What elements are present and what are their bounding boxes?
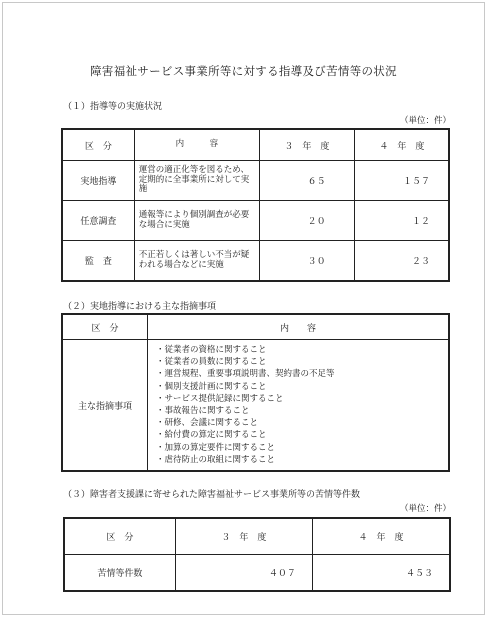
list-item: ・従業者の資格に関すること (156, 344, 267, 355)
list-item: ・従業者の員数に関すること (156, 357, 267, 368)
list-item: ・虐待防止の取組に関すること (156, 454, 276, 465)
row-kubun: 実地指導 (62, 161, 134, 201)
header-kubun: 区 分 (62, 314, 148, 340)
row-naiyo: 運営の適正化等を図るため、定期的に全事業所に対して実施 (134, 161, 259, 201)
row-fy4-value: ２３ (354, 241, 449, 282)
section1-unit: （単位：件） (399, 116, 451, 126)
header-fy3: ３ 年 度 (175, 518, 312, 555)
table-row (64, 555, 450, 592)
header-naiyo: 内 容 (148, 314, 450, 340)
section3-unit: （単位：件） (399, 504, 451, 514)
row-kubun: 苦情等件数 (64, 555, 175, 592)
header-naiyo: 内 容 (134, 129, 259, 161)
complaints-table (63, 517, 451, 592)
list-item: ・個別支援計画に関すること (156, 381, 267, 392)
header-fy4: ４ 年 度 (354, 129, 449, 161)
row-fy3-value: ３０ (260, 241, 355, 282)
row-kubun: 監 査 (62, 241, 134, 282)
list-item: ・加算の算定要件に関すること (156, 442, 276, 453)
row-fy3-value: ６５ (260, 161, 355, 201)
row-fy4-value: １５７ (354, 161, 449, 201)
findings-list (156, 344, 440, 466)
row-kubun: 主な指摘事項 (62, 340, 148, 472)
table-row (62, 161, 449, 201)
document-title: 障害福祉サービス事業所等に対する指導及び苦情等の状況 (90, 64, 397, 78)
findings-cell (148, 340, 450, 472)
section1-heading: （１）指導等の実施状況 (63, 102, 163, 112)
row-fy4-value: １２ (354, 201, 449, 241)
row-fy3-value: ２０ (260, 201, 355, 241)
inspection-status-table (61, 128, 450, 282)
table-row (62, 241, 449, 282)
row-kubun: 任意調査 (62, 201, 134, 241)
guidance-findings-table (61, 313, 450, 472)
section2-heading: （２）実地指導における主な指摘事項 (63, 302, 217, 312)
table-header-row (62, 314, 449, 340)
list-item: ・研修、会議に関すること (156, 418, 259, 429)
table-row (62, 340, 449, 472)
header-fy4: ４ 年 度 (312, 518, 450, 555)
table-row (62, 201, 449, 241)
row-fy4-value: ４５３ (312, 555, 450, 592)
header-kubun: 区 分 (62, 129, 134, 161)
section3-heading: （３）障害者支援課に寄せられた障害福祉サービス事業所等の苦情等件数 (63, 490, 361, 500)
row-naiyo: 通報等により個別調査が必要な場合に実施 (134, 201, 259, 241)
list-item: ・事故報告に関すること (156, 406, 250, 416)
row-fy3-value: ４０７ (175, 555, 312, 592)
list-item: ・給付費の算定に関すること (156, 430, 267, 441)
document-page (2, 2, 485, 615)
table-header-row (64, 518, 450, 555)
list-item: ・運営規程、重要事項説明書、契約書の不足等 (156, 369, 335, 380)
row-naiyo: 不正若しくは著しい不当が疑われる場合などに実施 (134, 241, 259, 282)
header-fy3: ３ 年 度 (260, 129, 355, 161)
header-kubun: 区 分 (64, 518, 175, 555)
table-header-row (62, 129, 449, 161)
list-item: ・サービス提供記録に関すること (156, 393, 284, 404)
